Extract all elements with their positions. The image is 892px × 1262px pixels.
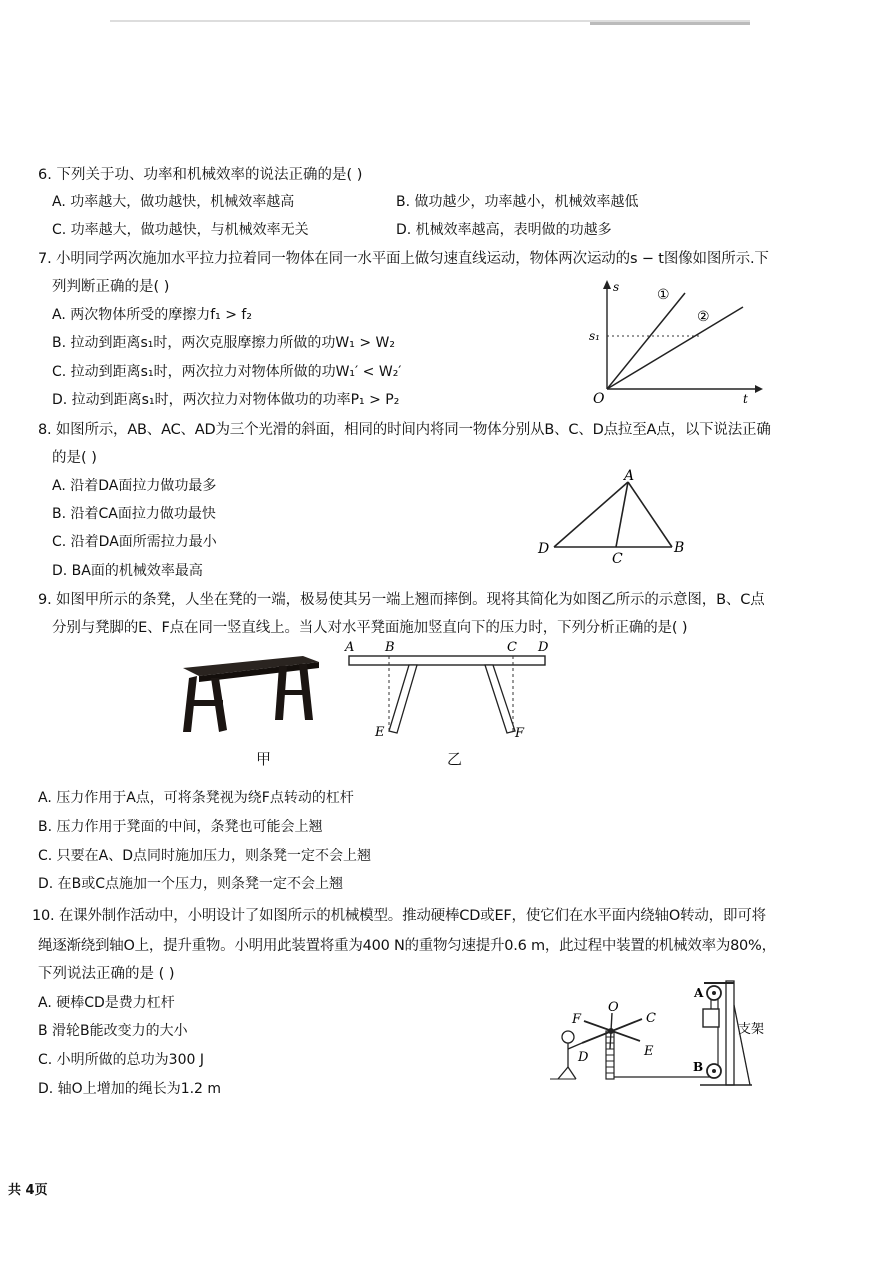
q10-option-b: B 滑轮B能改变力的大小 bbox=[38, 1023, 188, 1039]
label-o: O bbox=[608, 1000, 619, 1015]
q9-option-a: A. 压力作用于A点，可将条凳视为绕F点转动的杠杆 bbox=[38, 790, 354, 806]
axis-o bbox=[608, 1028, 614, 1034]
label-f: F bbox=[515, 726, 525, 741]
q8-stem-line2: 的是( ) bbox=[52, 450, 97, 466]
weight-block bbox=[703, 1009, 719, 1027]
q10-machine-figure bbox=[540, 975, 780, 1090]
q9-option-b: B. 压力作用于凳面的中间，条凳也可能会上翘 bbox=[38, 819, 323, 835]
t-axis-arrow bbox=[755, 385, 763, 393]
pulley-b-hub bbox=[712, 1069, 716, 1073]
q9-bench-photo bbox=[175, 640, 325, 740]
q7-option-b: B. 拉动到距离s₁时，两次克服摩擦力所做的功W₁ > W₂ bbox=[52, 335, 395, 351]
q8-option-b: B. 沿着CA面拉力做功最快 bbox=[52, 506, 216, 522]
label-pulley-b: B bbox=[693, 1060, 704, 1074]
q9-option-d: D. 在B或C点施加一个压力，则条凳一定不会上翘 bbox=[38, 876, 344, 892]
q6-option-d: D. 机械效率越高，表明做的功越多 bbox=[396, 222, 612, 238]
person-arm bbox=[568, 1043, 582, 1049]
line-1 bbox=[607, 293, 685, 389]
q10-option-d: D. 轴O上增加的绳长为1.2 m bbox=[38, 1081, 222, 1097]
q9-stem-line2: 分别与凳脚的E、F点在同一竖直线上。当人对水平凳面施加竖直向下的压力时，下列分析正确的是( ) bbox=[52, 620, 688, 636]
q7-option-c: C. 拉动到距离s₁时，两次拉力对物体所做的功W₁′ < W₂′ bbox=[52, 364, 402, 380]
label-a: A bbox=[624, 468, 635, 484]
bench-rail-right bbox=[281, 690, 309, 695]
label-e: E bbox=[375, 725, 385, 740]
pulley-a-hub bbox=[712, 991, 716, 995]
label-pulley-a: A bbox=[694, 986, 704, 1000]
q9-option-c: C. 只要在A、D点同时施加压力，则条凳一定不会上翘 bbox=[38, 848, 372, 864]
bench-rail-left bbox=[191, 700, 223, 706]
q8-option-a: A. 沿着DA面拉力做功最多 bbox=[52, 478, 217, 494]
q7-option-a: A. 两次物体所受的摩擦力f₁ > f₂ bbox=[52, 307, 252, 323]
q8-incline-figure bbox=[532, 468, 692, 568]
q8-option-d: D. BA面的机械效率最高 bbox=[52, 563, 203, 579]
q10-option-a: A. 硬棒CD是费力杠杆 bbox=[38, 995, 175, 1011]
q6-option-c: C. 功率越大，做功越快，与机械效率无关 bbox=[52, 222, 309, 238]
q6-option-a: A. 功率越大，做功越快，机械效率越高 bbox=[52, 194, 295, 210]
q9-stem-line1: 9. 如图甲所示的条凳，人坐在凳的一端，极易使其另一端上翘而摔倒。现将其简化为如图乙所示的示意图，B、C点 bbox=[38, 592, 765, 608]
page-footer: 共 4页 bbox=[8, 1183, 48, 1198]
q8-option-c: C. 沿着DA面所需拉力最小 bbox=[52, 534, 217, 550]
stand-post bbox=[726, 981, 734, 1085]
label-stand: 支架 bbox=[738, 1022, 765, 1037]
label-b: B bbox=[385, 640, 395, 655]
label-e: E bbox=[644, 1044, 654, 1059]
figure-jia-label: 甲 bbox=[256, 750, 272, 768]
label-f: F bbox=[572, 1012, 582, 1027]
incline-ba bbox=[628, 482, 672, 547]
t-axis-label: t bbox=[743, 392, 748, 406]
line-2-label: ② bbox=[697, 309, 710, 325]
s-axis-arrow bbox=[603, 280, 611, 289]
scan-edge-line-dark bbox=[590, 22, 750, 25]
person-head bbox=[562, 1031, 574, 1043]
origin-label: O bbox=[593, 391, 605, 407]
bench-board bbox=[349, 656, 545, 665]
s-axis-label: s bbox=[613, 280, 620, 294]
label-c: C bbox=[646, 1011, 656, 1026]
label-d: D bbox=[578, 1050, 589, 1065]
q10-stem-line1: 10. 在课外制作活动中，小明设计了如图所示的机械模型。推动硬棒CD或EF，使它们在水平面内绕轴O转动，即可将 bbox=[32, 908, 766, 924]
stand-brace bbox=[734, 1005, 750, 1085]
right-leg bbox=[485, 665, 515, 733]
label-c: C bbox=[612, 551, 623, 567]
q6-stem: 6. 下列关于功、功率和机械效率的说法正确的是( ) bbox=[38, 167, 363, 183]
label-a: A bbox=[345, 640, 355, 655]
left-leg bbox=[389, 665, 417, 733]
person-leg-left bbox=[558, 1067, 568, 1079]
label-b: B bbox=[674, 540, 685, 556]
q7-option-d: D. 拉动到距离s₁时，两次拉力对物体做功的功率P₁ > P₂ bbox=[52, 392, 400, 408]
label-d: D bbox=[538, 541, 550, 557]
q9-bench-diagram bbox=[335, 636, 560, 746]
q7-stem-line2: 列判断正确的是( ) bbox=[52, 279, 170, 295]
q10-stem-line2: 绳逐渐绕到轴O上，提升重物。小明用此装置将重为400 N的重物匀速提升0.6 m，此过程中装置的机械效率为80%， bbox=[38, 938, 776, 954]
q6-option-b: B. 做功越少，功率越小，机械效率越低 bbox=[396, 194, 639, 210]
figure-yi-label: 乙 bbox=[447, 750, 463, 768]
s1-label: s₁ bbox=[589, 329, 600, 343]
line-1-label: ① bbox=[657, 287, 670, 303]
label-d: D bbox=[538, 640, 549, 655]
q7-st-graph bbox=[585, 275, 765, 410]
label-c: C bbox=[507, 640, 517, 655]
q10-option-c: C. 小明所做的总功为300 J bbox=[38, 1052, 204, 1068]
person-leg-right bbox=[568, 1067, 576, 1079]
q7-stem-line1: 7. 小明同学两次施加水平拉力拉着同一物体在同一水平面上做匀速直线运动，物体两次运动的s − t图像如图所示.下 bbox=[38, 251, 769, 267]
q8-stem-line1: 8. 如图所示，AB、AC、AD为三个光滑的斜面，相同的时间内将同一物体分别从B、C、D点拉至A点，以下说法正确 bbox=[38, 422, 771, 438]
q10-stem-line3: 下列说法正确的是 ( ) bbox=[38, 966, 175, 982]
line-2 bbox=[607, 307, 743, 389]
incline-da bbox=[554, 482, 628, 547]
